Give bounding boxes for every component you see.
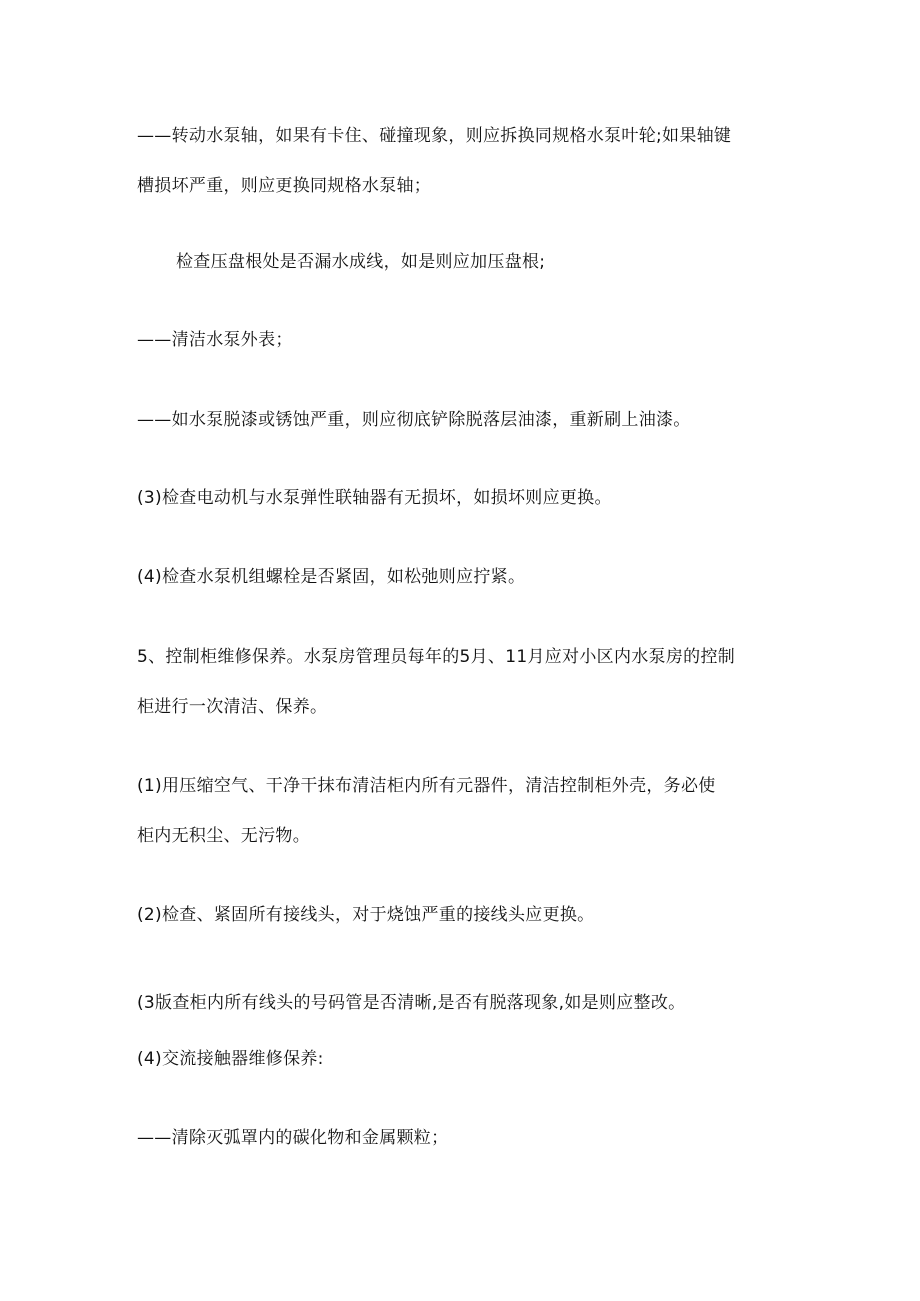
paragraph-line: ——清除灭弧罩内的碳化物和金属颗粒； — [137, 1128, 449, 1148]
paragraph-line: ——如水泵脱漆或锈蚀严重，则应彻底铲除脱落层油漆，重新刷上油漆。 — [137, 410, 691, 430]
paragraph-line: 槽损坏严重，则应更换同规格水泵轴； — [137, 176, 432, 196]
paragraph-line: ——转动水泵轴，如果有卡住、碰撞现象，则应拆换同规格水泵叶轮;如果轴键 — [137, 126, 732, 146]
paragraph-line: 柜进行一次清洁、保养。 — [137, 697, 328, 717]
paragraph-line: (2)检查、紧固所有接线头，对于烧蚀严重的接线头应更换。 — [137, 905, 595, 925]
paragraph-line: 柜内无积尘、无污物。 — [137, 826, 310, 846]
paragraph-line: (3)检查电动机与水泵弹性联轴器有无损坏，如损坏则应更换。 — [137, 488, 612, 508]
paragraph-line: 检查压盘根处是否漏水成线，如是则应加压盘根; — [176, 252, 546, 272]
paragraph-line: (1)用压缩空气、干净干抹布清洁柜内所有元器件，清洁控制柜外壳，务必使 — [137, 776, 716, 796]
paragraph-line: (4)交流接触器维修保养: — [137, 1049, 324, 1069]
paragraph-line: (3版查柜内所有线头的号码管是否清晰,是否有脱落现象,如是则应整改。 — [137, 993, 686, 1013]
paragraph-line: ——清洁水泵外表； — [137, 330, 293, 350]
paragraph-line: 5、控制柜维修保养。水泵房管理员每年的5月、11月应对小区内水泵房的控制 — [137, 647, 736, 667]
paragraph-line: (4)检查水泵机组螺栓是否紧固，如松弛则应拧紧。 — [137, 567, 526, 587]
